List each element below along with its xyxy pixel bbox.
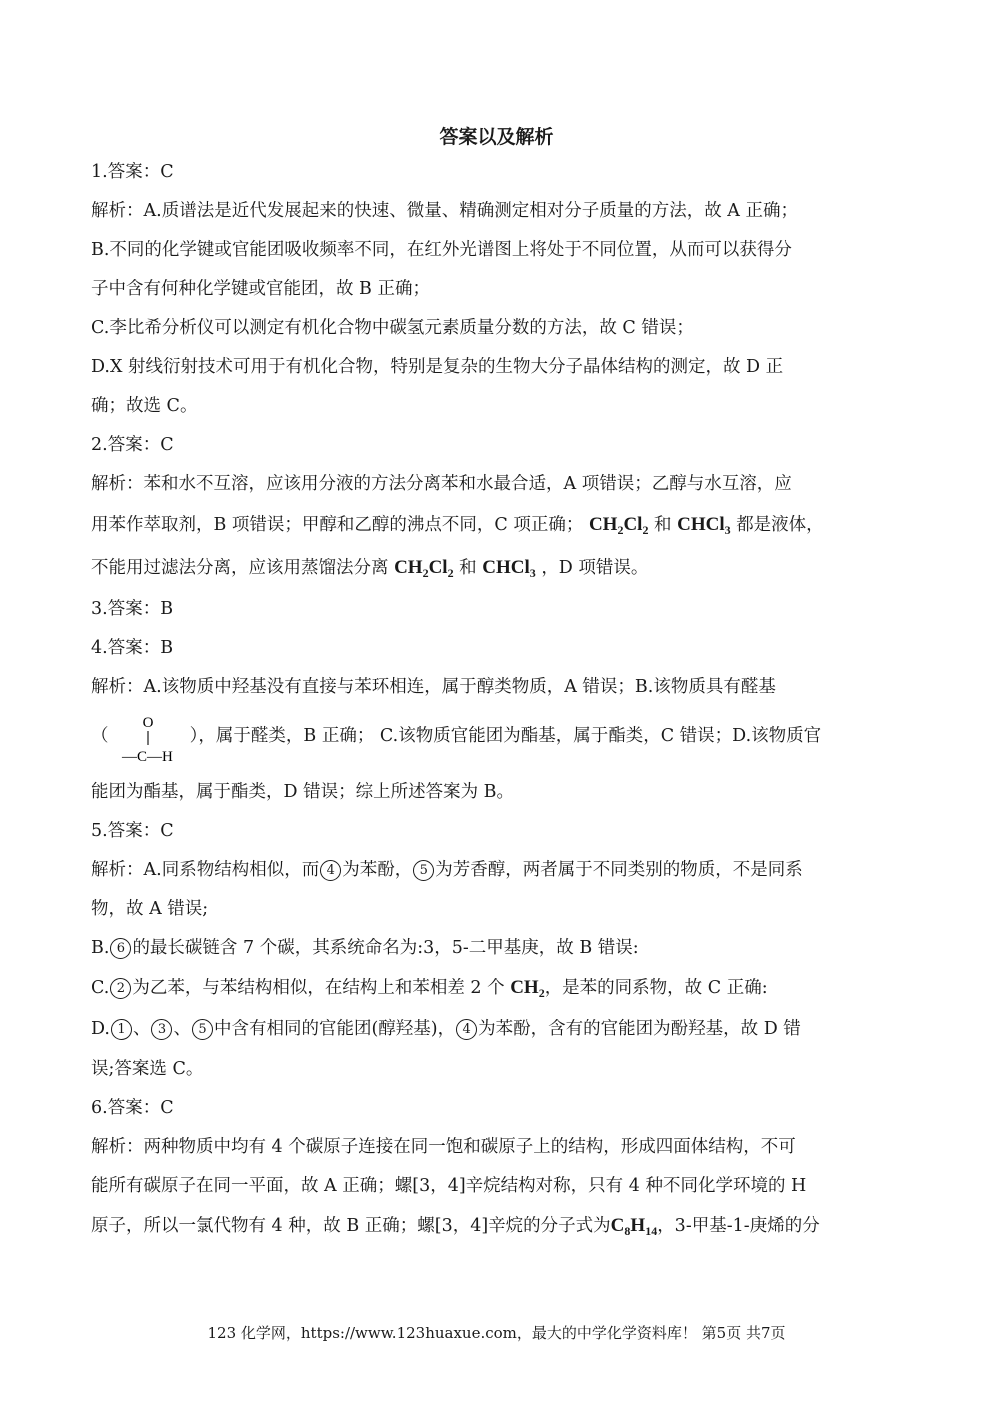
circled-number-4: 4 [456,1019,477,1040]
q5-line-3: B. 6 的最长碳链含 7 个碳，其系统命名为:3，5-二甲基庚，故 B 错误: [91,938,639,958]
formula-ch2cl2: $CH_2Cl_2$ [588,514,649,537]
q5-line-5: D. 1 、 3 、 5 中含有相同的官能团(醇羟基)， 4 为苯酚，含有的官能团为酚羟基，故 D 错 [91,1019,801,1039]
q2-line-2-text-b: 和 [654,515,672,535]
q1-line-1: 解析：A.质谱法是近代发展起来的快速、微量、精确测定相对分子质量的方法，故 A 正确； [91,201,798,221]
q2-answer: 2.答案：C [91,435,174,455]
q5-line-1: 解析：A.同系物结构相似，而 4 为苯酚， 5 为芳香醇，两者属于不同类别的物质，不是同系 [91,860,803,880]
struct-o-label: O [142,714,154,731]
q2-line-3-text-b: 和 [459,558,477,578]
struct-chain-label: —C—H [122,748,173,763]
q5-line-2: 物，故 A 错误; [91,899,209,919]
q5-line-6: 误;答案选 C。 [91,1059,204,1079]
page-title: 答案以及解析 [439,126,554,148]
formula-chcl3: CHCl$_3$ [677,514,731,537]
formula-ch2: $CH_2$ [510,977,545,1000]
circled-number-5: 5 [413,860,434,881]
q2-line-3 [91,555,906,581]
circled-number-4: 4 [320,860,341,881]
circled-number-3: 3 [151,1019,172,1040]
q3-answer: 3.答案：B [91,599,174,619]
q1-line-6: 确；故选 C。 [91,396,198,416]
q2-line-3-text-c: ，D 项错误。 [541,558,649,578]
q2-line-2-text-a: 用苯作萃取剂，B 项错误；甲醇和乙醇的沸点不同，C 项正确； [91,515,584,535]
q1-line-2: B.不同的化学键或官能团吸收频率不同，在红外光谱图上将处于不同位置，从而可以获得分 [91,240,792,260]
q1-line-3: 子中含有何种化学键或官能团，故 B 正确； [91,279,430,299]
q6-line-1: 解析：两种物质中均有 4 个碳原子连接在同一饱和碳原子上的结构，形成四面体结构，不可 [91,1137,796,1157]
q2-line-3-text-a: 不能用过滤法分离，应该用蒸馏法分离 [91,558,389,578]
q6-line-3: 原子，所以一氯代物有 4 种，故 B 正确；螺[3，4]辛烷的分子式为$C_8H_{14}$，3-甲基-1-庚烯的分 [91,1215,820,1238]
q4-line-3: 能团为酯基，属于酯类，D 错误；综上所述答案为 B。 [91,782,515,802]
formula-c8h14: $C_8H_{14}$ [610,1215,658,1238]
formula-ch2cl2: $CH_2Cl_2$ [394,557,454,580]
formula-chcl3: CHCl$_3$ [482,557,536,580]
q6-answer: 6.答案：C [91,1098,174,1118]
q4-line-2 [91,708,906,764]
circled-number-1: 1 [111,1019,132,1040]
q4-line-2-text-a: （ [91,726,109,746]
circled-number-5: 5 [192,1019,213,1040]
page-footer: 123 化学网，https://www.123huaxue.com，最大的中学化学资料库！ 第5页 共7页 [207,1324,786,1342]
q1-line-5: D.X 射线衍射技术可用于有机化合物，特别是复杂的生物大分子晶体结构的测定，故 D 正 [91,357,784,377]
q5-line-4: C. 2 为乙苯，与苯结构相似，在结构上和苯相差 2 个 $CH_2$，是苯的同系物，故 C 正确: [91,977,768,1000]
aldehyde-group-structure [120,711,178,763]
q6-line-2: 能所有碳原子在同一平面，故 A 正确；螺[3，4]辛烷结构对称，只有 4 种不同化学环境的 H [91,1176,807,1196]
q4-answer: 4.答案：B [91,638,174,658]
q2-line-1: 解析：苯和水不互溶，应该用分液的方法分离苯和水最合适，A 项错误；乙醇与水互溶，应 [91,474,792,494]
circled-number-6: 6 [110,938,131,959]
q1-answer: 1.答案：C [91,162,174,182]
q5-answer: 5.答案：C [91,821,174,841]
q2-line-2-text-c: 都是液体， [736,515,824,535]
q1-line-4: C.李比希分析仪可以测定有机化合物中碳氢元素质量分数的方法，故 C 错误； [91,318,694,338]
q4-line-1: 解析：A.该物质中羟基没有直接与苯环相连，属于醇类物质，A 错误；B.该物质具有醛基 [91,677,776,697]
q2-line-2 [91,512,906,538]
q4-line-2-text-b: ），属于醛类，B 正确； C.该物质官能团为酯基，属于酯类，C 错误；D.该物质官 [189,726,822,746]
circled-number-2: 2 [110,978,131,999]
